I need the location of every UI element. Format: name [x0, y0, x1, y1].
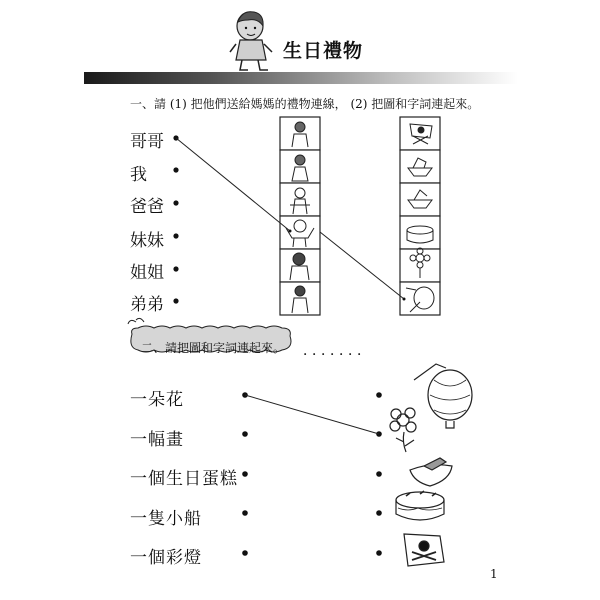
- match-dot[interactable]: [376, 471, 382, 477]
- person-label: 姐姐: [130, 263, 164, 283]
- lantern-icon: [414, 364, 472, 428]
- person-label: 哥哥: [130, 132, 164, 152]
- page-number: 1: [490, 567, 498, 581]
- match-dot[interactable]: [242, 510, 248, 516]
- cake-icon: [396, 491, 444, 520]
- banner-trail-dots: ．．．．．．．: [303, 343, 373, 359]
- word-label: 一朵花: [130, 390, 184, 410]
- page-title: 生日禮物: [283, 40, 364, 62]
- person-label: 爸爸: [130, 197, 164, 217]
- person-label: 妹妹: [130, 231, 164, 251]
- match-dot[interactable]: [242, 471, 248, 477]
- person-label: 弟弟: [130, 295, 164, 315]
- word-label: 一幅畫: [130, 430, 184, 450]
- instruction-1: 一、請 (1) 把他們送給媽媽的禮物連線， (2) 把圖和字詞連起來。: [130, 97, 480, 111]
- word-label: 一個彩燈: [130, 548, 202, 568]
- match-dot[interactable]: [242, 550, 248, 556]
- match-dot[interactable]: [376, 550, 382, 556]
- word-label: 一個生日蛋糕: [130, 469, 238, 489]
- pirate-flag-icon: [404, 534, 444, 566]
- match-dot[interactable]: [376, 510, 382, 516]
- word-label: 一隻小船: [130, 509, 202, 529]
- flower-icon: [390, 408, 416, 452]
- match-dot[interactable]: [376, 392, 382, 398]
- match-dot[interactable]: [242, 431, 248, 437]
- boat-icon: [410, 458, 452, 486]
- instruction-2: 二、請把圖和字詞連起來。: [141, 341, 286, 355]
- match-line: [245, 395, 379, 434]
- person-label: 我: [130, 165, 147, 185]
